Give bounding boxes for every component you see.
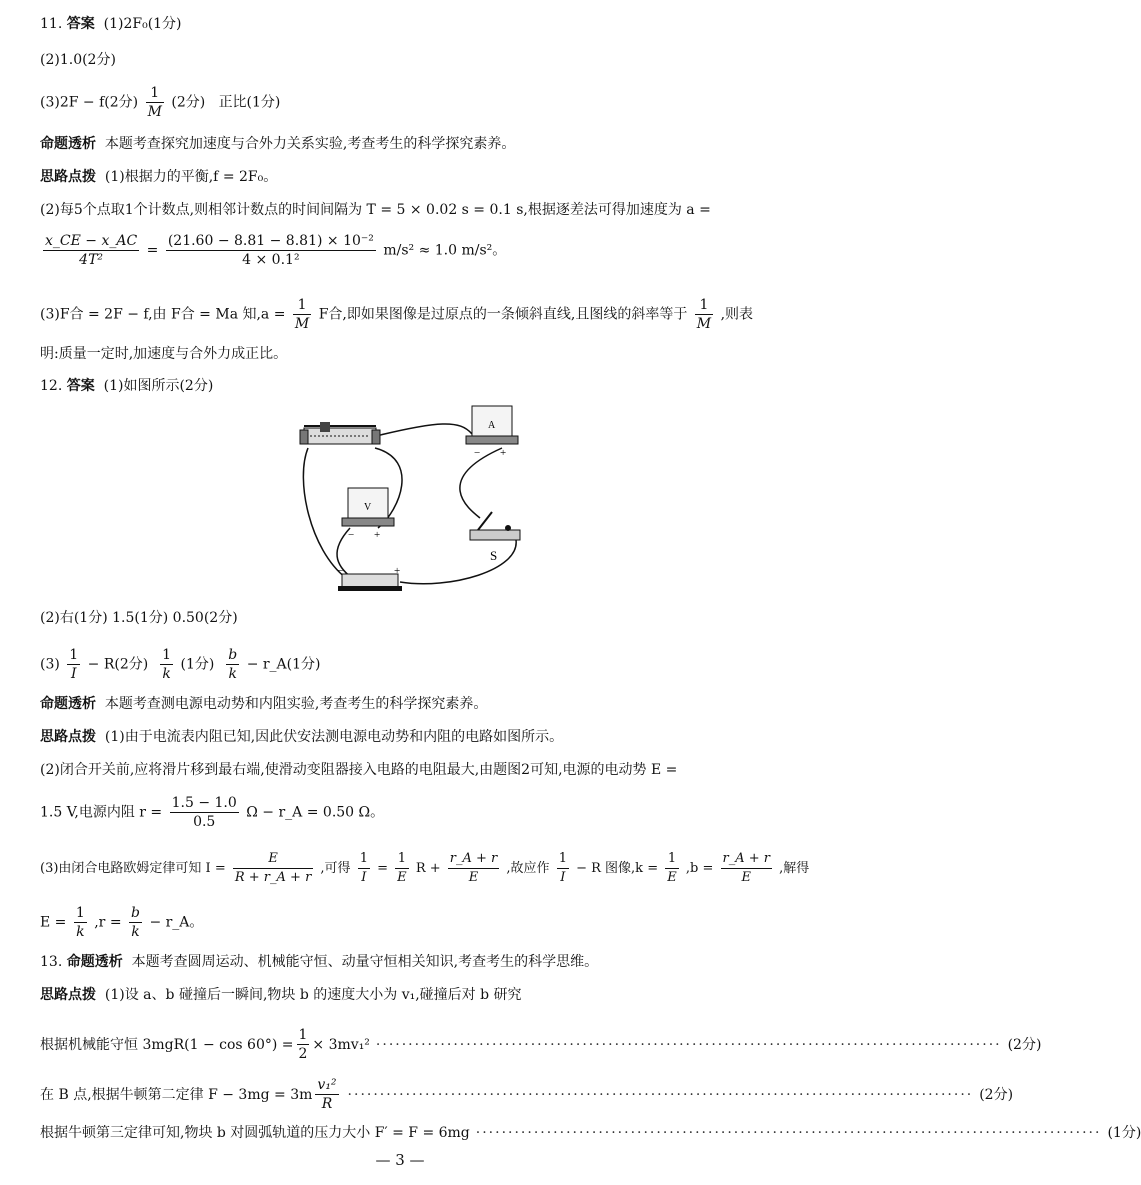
frac-bottom: E <box>468 870 479 885</box>
q13-hint1-line <box>40 985 776 1005</box>
q13-line2-score: (2分) <box>979 1086 1014 1103</box>
q12-hint3-frac6 <box>665 850 679 887</box>
q12-number: 12. <box>40 378 63 394</box>
frac-bottom: 4 × 0.1² <box>242 252 300 268</box>
q12-hint3-frac7 <box>721 850 772 887</box>
frac-top: 1 <box>298 1027 308 1043</box>
frac-bottom: I <box>560 870 566 885</box>
q11-answer-label: 答案 <box>66 16 95 32</box>
q13-hint1: (1)设 a、b 碰撞后一瞬间,物块 b 的速度大小为 v₁,碰撞后对 b 研究 <box>104 987 522 1003</box>
q12-hint2c: Ω − r_A = 0.50 Ω。 <box>246 804 385 821</box>
q12-hint3i: ,解得 <box>779 861 810 876</box>
q13-analysis-label: 命题透析 <box>66 954 123 970</box>
frac-top: 1 <box>75 905 85 921</box>
q12-hint4a: E = <box>40 914 67 931</box>
q11-hint2-frac2 <box>166 232 376 269</box>
q11-hint2-tail: m/s² ≈ 1.0 m/s²。 <box>383 242 507 259</box>
battery-plus: + <box>394 565 401 577</box>
frac-top: 1 <box>162 647 172 663</box>
q12-hint3d: R + <box>415 861 441 876</box>
switch-terminal <box>505 525 511 531</box>
q11-ans3-post: 正比(1分) <box>218 94 281 111</box>
leader-dots: ································································································· <box>375 1036 1002 1053</box>
q12-hint4-frac2 <box>129 904 142 941</box>
q12-ans3-pre: (3) <box>40 656 60 673</box>
ammeter <box>466 406 518 459</box>
ammeter-minus: − <box>474 447 481 459</box>
q12-ans2: (2)右(1分) 1.5(1分) 0.50(2分) <box>40 610 238 626</box>
q13-line1-frac <box>297 1026 310 1063</box>
q11-hint2-formula: $\frac{x\_CE - x\_AC}{\text{4T²}}$ = $\frac{\text{(21.60 − 8.81 − 8.81) × 10⁻²}}{\text{4 × 0.1²}}$ m/s² ≈ 1.0 m/s²。 <box>45 233 507 268</box>
frac-bottom: k <box>162 666 171 682</box>
q11-ans3-pre: (3)2F − f(2分) <box>40 94 139 111</box>
wire <box>460 448 502 518</box>
frac-bottom: 4T² <box>79 252 104 268</box>
frac-top: 1 <box>395 850 409 869</box>
switch <box>470 512 520 563</box>
q12-ans3-frac1 <box>67 646 80 683</box>
q12-hint3b: ,可得 <box>320 861 351 876</box>
frac-bottom: M <box>696 316 712 332</box>
q12-hint4b: ,r = <box>94 914 122 931</box>
ammeter-plus: + <box>500 447 507 459</box>
q13-line1 <box>40 1026 1042 1063</box>
frac-top: b <box>131 905 140 921</box>
frac-top: 1.5 − 1.0 <box>171 795 237 811</box>
q12-ans1: (1)如图所示(2分) <box>103 378 214 394</box>
q12-hint1-line <box>40 727 776 747</box>
q11-ans2: (2)1.0(2分) <box>40 52 116 68</box>
q12-ans3-mid1: − R(2分) <box>87 656 149 673</box>
q11-analysis-line <box>40 134 776 154</box>
q12-hint3-frac1 <box>233 850 313 887</box>
q11-hint1: (1)根据力的平衡,f = 2F₀。 <box>104 169 278 185</box>
frac-bottom: E <box>667 870 677 885</box>
q11-ans3-fraction <box>146 84 164 121</box>
frac-bottom: M <box>147 104 162 120</box>
q12-hint3-frac3 <box>395 850 409 887</box>
q11-hint2a: (2)每5个点取1个计数点,则相邻计数点的时间间隔为 T = 5 × 0.02 s = 0.1 s,根据逐差法可得加速度为 a = <box>40 202 711 218</box>
q12-answer-label: 答案 <box>66 378 95 394</box>
frac-top: 1 <box>293 296 311 315</box>
wire <box>303 448 346 578</box>
q12-ans3-frac2 <box>160 646 173 683</box>
q13-analysis-text: 本题考查圆周运动、机械能守恒、动量守恒相关知识,考查考生的科学思维。 <box>131 954 599 970</box>
q12-hint1: (1)由于电流表内阻已知,因此伏安法测电源电动势和内阻的电路如图所示。 <box>104 729 564 745</box>
frac-bottom: I <box>361 870 367 885</box>
q13-line1-score: (2分) <box>1007 1036 1042 1053</box>
q13-line3 <box>40 1123 1141 1143</box>
switch-base <box>470 530 520 540</box>
voltmeter-minus: − <box>348 529 355 541</box>
frac-bottom: k <box>228 666 237 682</box>
leader-dots: ································································································· <box>475 1125 1102 1141</box>
q13-hint-label: 思路点拨 <box>40 987 96 1003</box>
voltmeter-base <box>342 518 394 526</box>
frac-top: 1 <box>695 296 713 315</box>
q12-hint3-frac4 <box>448 850 499 887</box>
q11-analysis-label: 命题透析 <box>40 136 96 152</box>
frac-bottom: I <box>70 666 77 682</box>
frac-top: 1 <box>358 850 370 869</box>
q11-hint3a: (3)F合 = 2F − f,由 F合 = Ma 知,a = <box>40 306 286 323</box>
frac-top: 1 <box>557 850 569 869</box>
page-number: — 3 — <box>375 1151 425 1169</box>
q11-hint3c: ,则表 <box>720 306 754 323</box>
q11-hint1-line <box>40 167 776 187</box>
q12-ans3-mid2: (1分) <box>180 656 215 673</box>
q12-hint3a: (3)由闭合电路欧姆定律可知 I = <box>40 861 226 876</box>
q11-hint3b: F合,即如果图像是过原点的一条倾斜直线,且图线的斜率等于 <box>318 306 688 323</box>
q11-hint3d: 明:质量一定时,加速度与合外力成正比。 <box>40 346 288 362</box>
q12-ans3-frac3 <box>226 646 239 683</box>
q13-line2 <box>40 1076 1014 1113</box>
frac-top: x_CE − x_AC <box>45 233 138 249</box>
q12-hint4c: − r_A。 <box>149 914 204 931</box>
q12-hint4-line <box>40 904 776 941</box>
frac-top: b <box>228 647 238 663</box>
q12-hint3h: ,b = <box>685 861 714 876</box>
wire <box>368 424 472 438</box>
q12-hint3e: ,故应作 <box>506 861 550 876</box>
q12-hint-label: 思路点拨 <box>40 729 96 745</box>
rheostat-end <box>300 430 308 444</box>
q11-analysis-text: 本题考查探究加速度与合外力关系实验,考查考生的科学探究素养。 <box>104 136 516 152</box>
frac-top: 1 <box>665 850 679 869</box>
q12-hint3-frac5 <box>557 850 569 887</box>
frac-bottom: E <box>741 870 751 885</box>
frac-top: (21.60 − 8.81 − 8.81) × 10⁻² <box>167 233 374 249</box>
rheostat-end <box>372 430 380 444</box>
q12-ans3-mid3: − r_A(1分) <box>246 656 321 673</box>
q12-hint3c: = <box>377 861 389 876</box>
circuit-diagram <box>290 400 530 600</box>
q11-number: 11. <box>40 16 63 32</box>
voltmeter-label: V <box>364 502 372 513</box>
q12-hint3-frac2 <box>358 850 370 887</box>
frac-bottom: R <box>321 1096 333 1112</box>
q11-hint2-frac1 <box>43 232 139 269</box>
q13-line2-frac <box>315 1076 338 1113</box>
frac-top: r_A + r <box>448 850 499 869</box>
frac-bottom: R + r_A + r <box>234 870 312 885</box>
battery-body <box>342 574 398 588</box>
frac-bottom: 2 <box>298 1046 308 1062</box>
q13-number: 13. <box>40 954 63 970</box>
q11-hint3-line <box>40 296 776 333</box>
battery-minus: − <box>338 565 345 577</box>
q12-hint2b: 1.5 V,电源内阻 r = <box>40 804 163 821</box>
q13-line1b: × 3mv₁² <box>312 1036 370 1053</box>
q11-hint3-frac <box>293 296 311 333</box>
frac-top: 1 <box>146 84 164 103</box>
q12-hint3-line <box>40 850 810 887</box>
frac-top: E <box>233 850 313 869</box>
q11-ans1: (1)2F₀(1分) <box>103 16 182 32</box>
frac-bottom: k <box>131 924 140 940</box>
voltmeter <box>342 488 394 541</box>
q12-ans3-line <box>40 646 776 683</box>
rheostat-slider <box>320 422 330 432</box>
q12-answer-line <box>40 376 776 396</box>
frac-bottom: 0.5 <box>193 814 216 830</box>
switch-lever <box>478 512 492 530</box>
leader-dots: ································································································· <box>347 1086 974 1103</box>
q11-ans3-line <box>40 84 776 121</box>
q12-hint2-frac <box>170 794 239 831</box>
ammeter-base <box>466 436 518 444</box>
frac-top: 1 <box>69 647 79 663</box>
q11-answer-line <box>40 14 776 34</box>
frac-bottom: k <box>76 924 85 940</box>
q12-analysis-line <box>40 694 776 714</box>
frac-bottom: E <box>397 870 407 885</box>
voltmeter-plus: + <box>374 529 381 541</box>
ammeter-label: A <box>488 420 496 431</box>
rheostat <box>300 422 380 444</box>
q13-analysis-line <box>40 952 776 972</box>
q13-line3a: 根据牛顿第三定律可知,物块 b 对圆弧轨道的压力大小 F′ = F = 6mg <box>40 1125 470 1141</box>
battery-base <box>338 586 402 591</box>
switch-label: S <box>490 548 498 563</box>
frac-top: r_A + r <box>721 850 772 869</box>
q11-hint3-frac2 <box>695 296 713 333</box>
q12-hint2a: (2)闭合开关前,应将滑片移到最右端,使滑动变阻器接入电路的电阻最大,由题图2可知,电源的电动势 E = <box>40 762 678 778</box>
wire <box>400 540 516 584</box>
frac-top: v₁² <box>317 1077 337 1093</box>
q13-line2a: 在 B 点,根据牛顿第二定律 F − 3mg = 3m <box>40 1086 313 1103</box>
battery <box>338 565 402 591</box>
q12-analysis-text: 本题考查测电源电动势和内阻实验,考查考生的科学探究素养。 <box>104 696 488 712</box>
q12-hint2-formula <box>40 794 776 831</box>
frac-bottom: M <box>294 316 310 332</box>
q12-hint4-frac1 <box>74 904 87 941</box>
q12-hint3g: − R 图像,k = <box>576 861 659 876</box>
q13-line1a: 根据机械能守恒 3mgR(1 − cos 60°) = <box>40 1036 294 1053</box>
q13-line3-score: (1分) <box>1107 1125 1141 1141</box>
q11-ans3-mid: (2分) <box>171 94 206 111</box>
q12-analysis-label: 命题透析 <box>40 696 96 712</box>
q11-hint-label: 思路点拨 <box>40 169 96 185</box>
